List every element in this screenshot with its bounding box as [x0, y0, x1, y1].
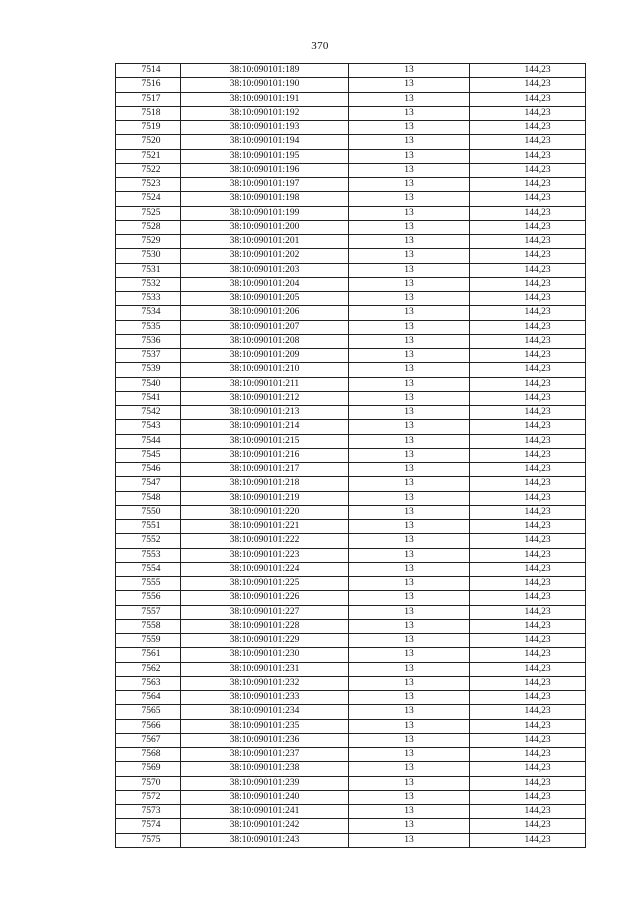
cadastral-number-cell: 38:10:090101:200 [181, 220, 349, 234]
record-number-cell: 7555 [116, 577, 181, 591]
area-cell: 144,23 [470, 676, 586, 690]
area-cell: 144,23 [470, 691, 586, 705]
area-cell: 144,23 [470, 505, 586, 519]
area-cell: 144,23 [470, 448, 586, 462]
table-row [116, 391, 586, 405]
quantity-cell: 13 [349, 819, 470, 833]
cadastral-number-cell: 38:10:090101:205 [181, 292, 349, 306]
table-row [116, 78, 586, 92]
table-row [116, 363, 586, 377]
record-number-cell: 7547 [116, 477, 181, 491]
record-number-cell: 7551 [116, 520, 181, 534]
table-row [116, 434, 586, 448]
cadastral-number-cell: 38:10:090101:199 [181, 206, 349, 220]
quantity-cell: 13 [349, 534, 470, 548]
quantity-cell: 13 [349, 662, 470, 676]
area-cell: 144,23 [470, 263, 586, 277]
quantity-cell: 13 [349, 463, 470, 477]
quantity-cell: 13 [349, 605, 470, 619]
quantity-cell: 13 [349, 249, 470, 263]
record-number-cell: 7534 [116, 306, 181, 320]
cadastral-number-cell: 38:10:090101:201 [181, 235, 349, 249]
record-number-cell: 7564 [116, 691, 181, 705]
area-cell: 144,23 [470, 106, 586, 120]
record-number-cell: 7519 [116, 121, 181, 135]
record-number-cell: 7548 [116, 491, 181, 505]
record-number-cell: 7524 [116, 192, 181, 206]
cadastral-number-cell: 38:10:090101:190 [181, 78, 349, 92]
cadastral-number-cell: 38:10:090101:211 [181, 377, 349, 391]
area-cell: 144,23 [470, 64, 586, 78]
quantity-cell: 13 [349, 64, 470, 78]
table-row [116, 719, 586, 733]
table-row [116, 235, 586, 249]
table-row [116, 819, 586, 833]
table-row [116, 705, 586, 719]
quantity-cell: 13 [349, 349, 470, 363]
area-cell: 144,23 [470, 805, 586, 819]
quantity-cell: 13 [349, 420, 470, 434]
area-cell: 144,23 [470, 349, 586, 363]
area-cell: 144,23 [470, 619, 586, 633]
area-cell: 144,23 [470, 363, 586, 377]
quantity-cell: 13 [349, 149, 470, 163]
cadastral-number-cell: 38:10:090101:233 [181, 691, 349, 705]
quantity-cell: 13 [349, 790, 470, 804]
area-cell: 144,23 [470, 334, 586, 348]
table-row [116, 691, 586, 705]
cadastral-number-cell: 38:10:090101:230 [181, 648, 349, 662]
area-cell: 144,23 [470, 562, 586, 576]
area-cell: 144,23 [470, 762, 586, 776]
record-number-cell: 7535 [116, 320, 181, 334]
record-number-cell: 7514 [116, 64, 181, 78]
cadastral-number-cell: 38:10:090101:207 [181, 320, 349, 334]
cadastral-number-cell: 38:10:090101:222 [181, 534, 349, 548]
record-number-cell: 7569 [116, 762, 181, 776]
quantity-cell: 13 [349, 235, 470, 249]
quantity-cell: 13 [349, 805, 470, 819]
quantity-cell: 13 [349, 391, 470, 405]
table-row [116, 733, 586, 747]
quantity-cell: 13 [349, 676, 470, 690]
table-row [116, 776, 586, 790]
table-row [116, 520, 586, 534]
cadastral-number-cell: 38:10:090101:223 [181, 548, 349, 562]
area-cell: 144,23 [470, 178, 586, 192]
cadastral-number-cell: 38:10:090101:231 [181, 662, 349, 676]
quantity-cell: 13 [349, 406, 470, 420]
table-row [116, 634, 586, 648]
table-row [116, 833, 586, 847]
area-cell: 144,23 [470, 520, 586, 534]
cadastral-number-cell: 38:10:090101:206 [181, 306, 349, 320]
area-cell: 144,23 [470, 662, 586, 676]
area-cell: 144,23 [470, 92, 586, 106]
table-row [116, 448, 586, 462]
cadastral-number-cell: 38:10:090101:224 [181, 562, 349, 576]
area-cell: 144,23 [470, 790, 586, 804]
record-number-cell: 7542 [116, 406, 181, 420]
record-number-cell: 7561 [116, 648, 181, 662]
cadastral-number-cell: 38:10:090101:225 [181, 577, 349, 591]
table-row [116, 263, 586, 277]
table-row [116, 676, 586, 690]
cadastral-number-cell: 38:10:090101:243 [181, 833, 349, 847]
quantity-cell: 13 [349, 719, 470, 733]
quantity-cell: 13 [349, 691, 470, 705]
cadastral-number-cell: 38:10:090101:226 [181, 591, 349, 605]
table-row [116, 420, 586, 434]
table-row [116, 64, 586, 78]
area-cell: 144,23 [470, 648, 586, 662]
cadastral-number-cell: 38:10:090101:212 [181, 391, 349, 405]
record-number-cell: 7552 [116, 534, 181, 548]
area-cell: 144,23 [470, 548, 586, 562]
cadastral-number-cell: 38:10:090101:197 [181, 178, 349, 192]
table-row [116, 762, 586, 776]
table-row [116, 206, 586, 220]
table-row [116, 292, 586, 306]
record-number-cell: 7562 [116, 662, 181, 676]
record-number-cell: 7543 [116, 420, 181, 434]
table-row [116, 192, 586, 206]
record-number-cell: 7553 [116, 548, 181, 562]
cadastral-number-cell: 38:10:090101:204 [181, 277, 349, 291]
cadastral-number-cell: 38:10:090101:216 [181, 448, 349, 462]
area-cell: 144,23 [470, 420, 586, 434]
cadastral-number-cell: 38:10:090101:217 [181, 463, 349, 477]
table-row [116, 220, 586, 234]
record-number-cell: 7525 [116, 206, 181, 220]
quantity-cell: 13 [349, 363, 470, 377]
record-number-cell: 7567 [116, 733, 181, 747]
cadastral-number-cell: 38:10:090101:208 [181, 334, 349, 348]
area-cell: 144,23 [470, 406, 586, 420]
record-number-cell: 7568 [116, 748, 181, 762]
quantity-cell: 13 [349, 434, 470, 448]
record-number-cell: 7557 [116, 605, 181, 619]
area-cell: 144,23 [470, 591, 586, 605]
record-number-cell: 7520 [116, 135, 181, 149]
table-row [116, 648, 586, 662]
table-row [116, 277, 586, 291]
area-cell: 144,23 [470, 249, 586, 263]
cadastral-number-cell: 38:10:090101:191 [181, 92, 349, 106]
quantity-cell: 13 [349, 762, 470, 776]
cadastral-number-cell: 38:10:090101:236 [181, 733, 349, 747]
area-cell: 144,23 [470, 292, 586, 306]
area-cell: 144,23 [470, 149, 586, 163]
cadastral-number-cell: 38:10:090101:195 [181, 149, 349, 163]
table-row [116, 320, 586, 334]
area-cell: 144,23 [470, 377, 586, 391]
record-number-cell: 7532 [116, 277, 181, 291]
quantity-cell: 13 [349, 705, 470, 719]
area-cell: 144,23 [470, 577, 586, 591]
quantity-cell: 13 [349, 748, 470, 762]
registry-table [115, 63, 586, 848]
area-cell: 144,23 [470, 206, 586, 220]
record-number-cell: 7550 [116, 505, 181, 519]
table-row [116, 662, 586, 676]
record-number-cell: 7565 [116, 705, 181, 719]
area-cell: 144,23 [470, 306, 586, 320]
quantity-cell: 13 [349, 733, 470, 747]
area-cell: 144,23 [470, 463, 586, 477]
record-number-cell: 7563 [116, 676, 181, 690]
table-row [116, 249, 586, 263]
cadastral-number-cell: 38:10:090101:196 [181, 163, 349, 177]
quantity-cell: 13 [349, 562, 470, 576]
cadastral-number-cell: 38:10:090101:221 [181, 520, 349, 534]
cadastral-number-cell: 38:10:090101:203 [181, 263, 349, 277]
record-number-cell: 7522 [116, 163, 181, 177]
cadastral-number-cell: 38:10:090101:192 [181, 106, 349, 120]
cadastral-number-cell: 38:10:090101:214 [181, 420, 349, 434]
area-cell: 144,23 [470, 163, 586, 177]
cadastral-number-cell: 38:10:090101:237 [181, 748, 349, 762]
quantity-cell: 13 [349, 548, 470, 562]
record-number-cell: 7559 [116, 634, 181, 648]
area-cell: 144,23 [470, 776, 586, 790]
quantity-cell: 13 [349, 648, 470, 662]
quantity-cell: 13 [349, 306, 470, 320]
record-number-cell: 7521 [116, 149, 181, 163]
record-number-cell: 7537 [116, 349, 181, 363]
record-number-cell: 7545 [116, 448, 181, 462]
table-row [116, 377, 586, 391]
quantity-cell: 13 [349, 520, 470, 534]
area-cell: 144,23 [470, 733, 586, 747]
cadastral-number-cell: 38:10:090101:198 [181, 192, 349, 206]
table-row [116, 135, 586, 149]
record-number-cell: 7533 [116, 292, 181, 306]
quantity-cell: 13 [349, 334, 470, 348]
cadastral-number-cell: 38:10:090101:194 [181, 135, 349, 149]
cadastral-number-cell: 38:10:090101:193 [181, 121, 349, 135]
quantity-cell: 13 [349, 163, 470, 177]
record-number-cell: 7540 [116, 377, 181, 391]
table-row [116, 92, 586, 106]
cadastral-number-cell: 38:10:090101:241 [181, 805, 349, 819]
quantity-cell: 13 [349, 78, 470, 92]
area-cell: 144,23 [470, 121, 586, 135]
quantity-cell: 13 [349, 619, 470, 633]
record-number-cell: 7530 [116, 249, 181, 263]
cadastral-number-cell: 38:10:090101:218 [181, 477, 349, 491]
table-row [116, 491, 586, 505]
quantity-cell: 13 [349, 591, 470, 605]
table-row [116, 605, 586, 619]
area-cell: 144,23 [470, 605, 586, 619]
quantity-cell: 13 [349, 106, 470, 120]
area-cell: 144,23 [470, 220, 586, 234]
table-row [116, 790, 586, 804]
record-number-cell: 7517 [116, 92, 181, 106]
table-row [116, 748, 586, 762]
record-number-cell: 7556 [116, 591, 181, 605]
table-row [116, 163, 586, 177]
record-number-cell: 7536 [116, 334, 181, 348]
cadastral-number-cell: 38:10:090101:228 [181, 619, 349, 633]
cadastral-number-cell: 38:10:090101:220 [181, 505, 349, 519]
registry-table-body [116, 64, 586, 848]
quantity-cell: 13 [349, 92, 470, 106]
quantity-cell: 13 [349, 178, 470, 192]
area-cell: 144,23 [470, 719, 586, 733]
table-row [116, 477, 586, 491]
table-row [116, 121, 586, 135]
cadastral-number-cell: 38:10:090101:189 [181, 64, 349, 78]
record-number-cell: 7570 [116, 776, 181, 790]
cadastral-number-cell: 38:10:090101:215 [181, 434, 349, 448]
area-cell: 144,23 [470, 135, 586, 149]
quantity-cell: 13 [349, 491, 470, 505]
record-number-cell: 7566 [116, 719, 181, 733]
cadastral-number-cell: 38:10:090101:232 [181, 676, 349, 690]
quantity-cell: 13 [349, 776, 470, 790]
quantity-cell: 13 [349, 135, 470, 149]
cadastral-number-cell: 38:10:090101:213 [181, 406, 349, 420]
cadastral-number-cell: 38:10:090101:234 [181, 705, 349, 719]
area-cell: 144,23 [470, 705, 586, 719]
table-row [116, 805, 586, 819]
cadastral-number-cell: 38:10:090101:202 [181, 249, 349, 263]
cadastral-number-cell: 38:10:090101:238 [181, 762, 349, 776]
table-row [116, 619, 586, 633]
area-cell: 144,23 [470, 634, 586, 648]
area-cell: 144,23 [470, 833, 586, 847]
cadastral-number-cell: 38:10:090101:229 [181, 634, 349, 648]
quantity-cell: 13 [349, 833, 470, 847]
quantity-cell: 13 [349, 220, 470, 234]
record-number-cell: 7531 [116, 263, 181, 277]
record-number-cell: 7516 [116, 78, 181, 92]
quantity-cell: 13 [349, 634, 470, 648]
record-number-cell: 7539 [116, 363, 181, 377]
record-number-cell: 7529 [116, 235, 181, 249]
record-number-cell: 7573 [116, 805, 181, 819]
area-cell: 144,23 [470, 434, 586, 448]
cadastral-number-cell: 38:10:090101:240 [181, 790, 349, 804]
area-cell: 144,23 [470, 277, 586, 291]
quantity-cell: 13 [349, 477, 470, 491]
record-number-cell: 7544 [116, 434, 181, 448]
table-row [116, 106, 586, 120]
quantity-cell: 13 [349, 121, 470, 135]
quantity-cell: 13 [349, 292, 470, 306]
area-cell: 144,23 [470, 534, 586, 548]
area-cell: 144,23 [470, 78, 586, 92]
cadastral-number-cell: 38:10:090101:209 [181, 349, 349, 363]
area-cell: 144,23 [470, 491, 586, 505]
cadastral-number-cell: 38:10:090101:239 [181, 776, 349, 790]
table-row [116, 577, 586, 591]
table-row [116, 406, 586, 420]
quantity-cell: 13 [349, 192, 470, 206]
cadastral-number-cell: 38:10:090101:210 [181, 363, 349, 377]
table-row [116, 534, 586, 548]
area-cell: 144,23 [470, 235, 586, 249]
quantity-cell: 13 [349, 505, 470, 519]
record-number-cell: 7554 [116, 562, 181, 576]
record-number-cell: 7541 [116, 391, 181, 405]
quantity-cell: 13 [349, 277, 470, 291]
area-cell: 144,23 [470, 320, 586, 334]
record-number-cell: 7523 [116, 178, 181, 192]
cadastral-number-cell: 38:10:090101:219 [181, 491, 349, 505]
record-number-cell: 7546 [116, 463, 181, 477]
table-row [116, 334, 586, 348]
table-row [116, 548, 586, 562]
table-row [116, 463, 586, 477]
table-row [116, 349, 586, 363]
quantity-cell: 13 [349, 320, 470, 334]
quantity-cell: 13 [349, 448, 470, 462]
area-cell: 144,23 [470, 819, 586, 833]
table-row [116, 505, 586, 519]
record-number-cell: 7558 [116, 619, 181, 633]
record-number-cell: 7572 [116, 790, 181, 804]
quantity-cell: 13 [349, 206, 470, 220]
area-cell: 144,23 [470, 391, 586, 405]
record-number-cell: 7575 [116, 833, 181, 847]
table-row [116, 178, 586, 192]
quantity-cell: 13 [349, 377, 470, 391]
table-row [116, 306, 586, 320]
table-row [116, 591, 586, 605]
cadastral-number-cell: 38:10:090101:242 [181, 819, 349, 833]
quantity-cell: 13 [349, 577, 470, 591]
area-cell: 144,23 [470, 477, 586, 491]
record-number-cell: 7574 [116, 819, 181, 833]
record-number-cell: 7528 [116, 220, 181, 234]
quantity-cell: 13 [349, 263, 470, 277]
area-cell: 144,23 [470, 748, 586, 762]
area-cell: 144,23 [470, 192, 586, 206]
page-number: 370 [311, 40, 329, 52]
table-row [116, 562, 586, 576]
record-number-cell: 7518 [116, 106, 181, 120]
table-row [116, 149, 586, 163]
cadastral-number-cell: 38:10:090101:235 [181, 719, 349, 733]
cadastral-number-cell: 38:10:090101:227 [181, 605, 349, 619]
